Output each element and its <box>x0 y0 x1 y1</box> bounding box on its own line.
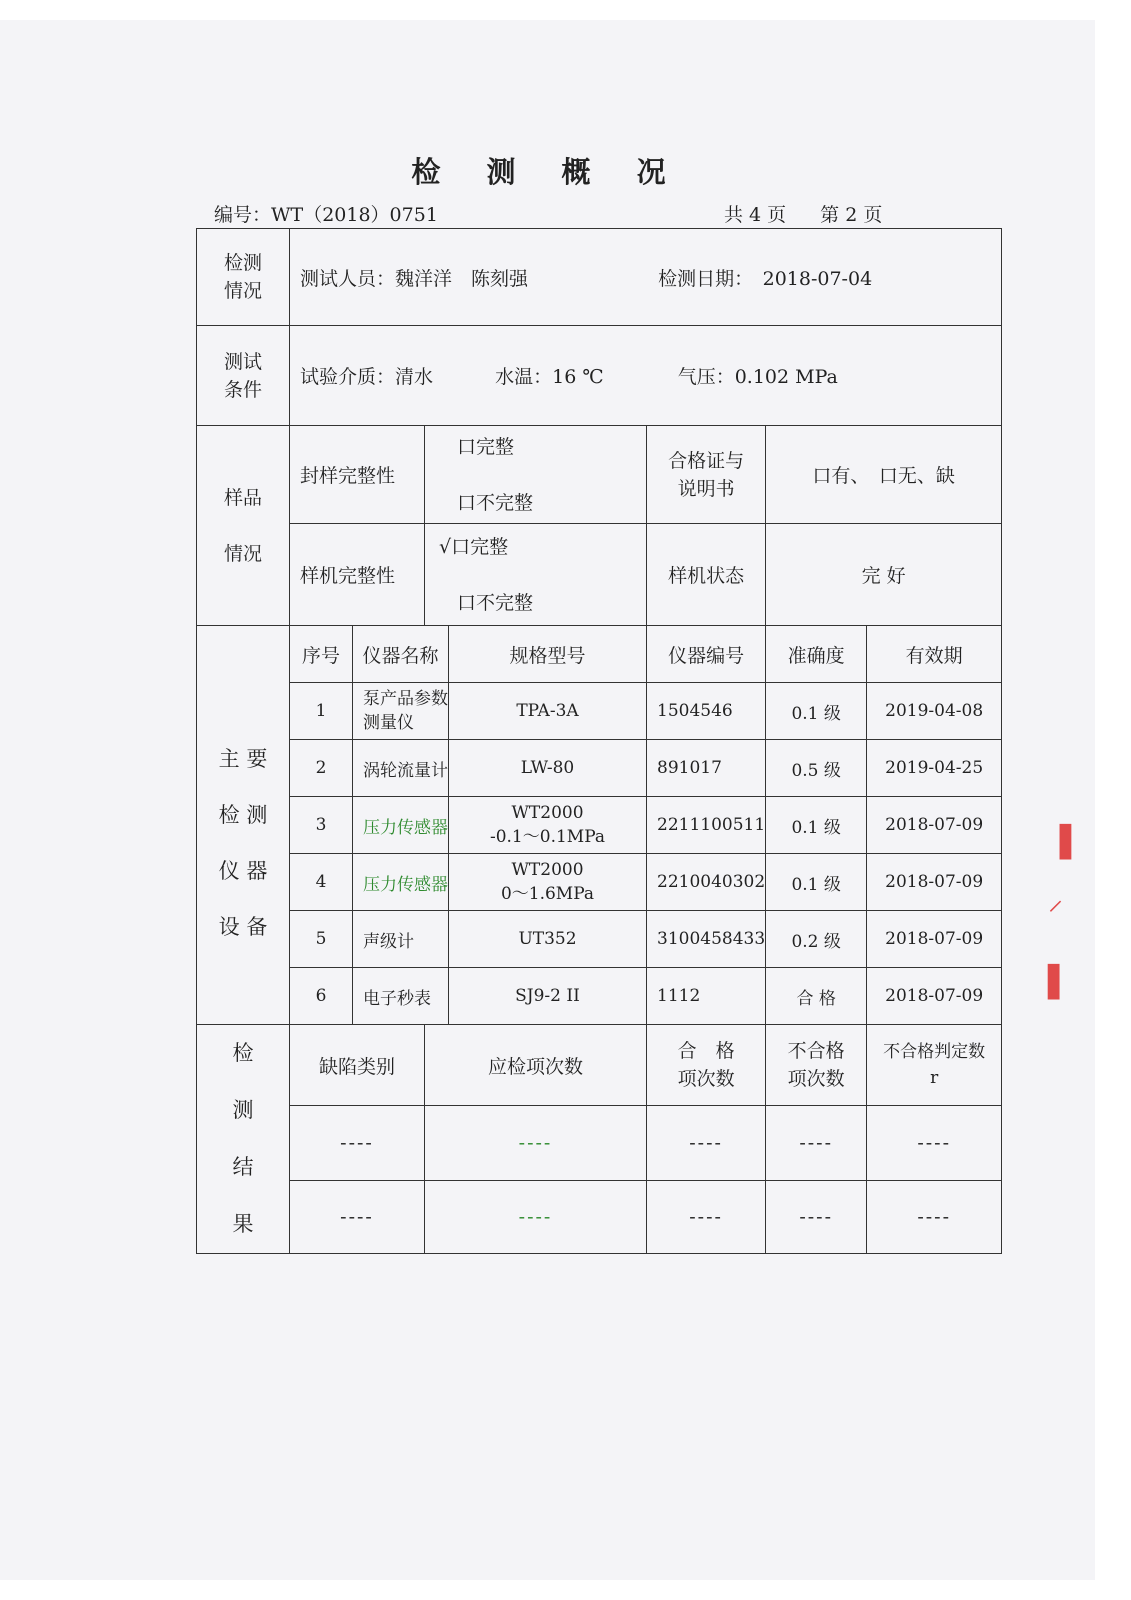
seal-integrity-label: 封样完整性 <box>290 426 425 524</box>
instrument-row <box>197 968 1002 1025</box>
instrument-no: 4 <box>290 854 353 911</box>
unit-integrity-label: 样机完整性 <box>290 524 425 626</box>
row-sample-unit <box>197 524 1002 626</box>
result-defect: ---- <box>290 1106 425 1181</box>
instrument-no: 6 <box>290 968 353 1025</box>
row-conditions <box>197 326 1002 426</box>
inspection-table <box>196 228 1002 1254</box>
col-header-id: 仪器编号 <box>647 626 766 683</box>
instrument-valid: 2019-04-25 <box>867 740 1002 797</box>
unit-integrity-options <box>425 524 647 626</box>
col-header-model: 规格型号 <box>449 626 647 683</box>
instrument-model: TPA-3A <box>449 683 647 740</box>
instrument-id: 1112 <box>647 968 766 1025</box>
result-required: ---- <box>425 1106 647 1181</box>
seal-integrity-options <box>425 426 647 524</box>
document-number: 编号：WT（2018）0751 <box>214 204 438 226</box>
instrument-row <box>197 854 1002 911</box>
page-title: 检 测 概 况 <box>411 155 684 189</box>
result-pass: ---- <box>647 1106 766 1181</box>
col-header-defect: 缺陷类别 <box>290 1025 425 1106</box>
col-header-fail: 不合格 项次数 <box>766 1025 867 1106</box>
result-fail: ---- <box>766 1181 867 1254</box>
red-seal-stamp-fragment: ▐ ⸍ ▌ <box>1048 825 1072 1000</box>
testers: 测试人员：魏洋洋 陈刻强 <box>300 267 529 290</box>
instrument-name: 声级计 <box>353 911 449 968</box>
instrument-row <box>197 797 1002 854</box>
conditions-info <box>290 326 1002 426</box>
instrument-accuracy: 0.1 级 <box>766 854 867 911</box>
instrument-accuracy: 0.1 级 <box>766 797 867 854</box>
air-pressure: 气压：0.102 MPa <box>677 366 838 388</box>
result-row <box>197 1181 1002 1254</box>
col-header-valid: 有效期 <box>867 626 1002 683</box>
instrument-id: 891017 <box>647 740 766 797</box>
water-temperature: 水温：16 ℃ <box>495 366 604 388</box>
col-header-pass: 合 格 项次数 <box>647 1025 766 1106</box>
instrument-name: 压力传感器 <box>353 797 449 854</box>
page-info <box>724 200 882 227</box>
instrument-no: 5 <box>290 911 353 968</box>
result-reject: ---- <box>867 1106 1002 1181</box>
result-pass: ---- <box>647 1181 766 1254</box>
results-header-row <box>197 1025 1002 1106</box>
instrument-row <box>197 740 1002 797</box>
instrument-id: 2210040302 <box>647 854 766 911</box>
result-reject: ---- <box>867 1181 1002 1254</box>
unit-option-incomplete: 口不完整 <box>457 591 534 614</box>
instrument-id: 3100458433 <box>647 911 766 968</box>
instrument-accuracy: 合 格 <box>766 968 867 1025</box>
inspection-info <box>290 229 1002 326</box>
instrument-no: 1 <box>290 683 353 740</box>
instrument-valid: 2019-04-08 <box>867 683 1002 740</box>
row-inspection <box>197 229 1002 326</box>
label-conditions: 测试 条件 <box>197 326 290 426</box>
instrument-model: LW-80 <box>449 740 647 797</box>
instrument-valid: 2018-07-09 <box>867 854 1002 911</box>
unit-status-value: 完 好 <box>766 524 1002 626</box>
test-medium: 试验介质：清水 <box>300 366 434 388</box>
result-required: ---- <box>425 1181 647 1254</box>
label-results: 检 测 结 果 <box>197 1025 290 1254</box>
total-pages: 共 4 页 <box>724 204 787 226</box>
col-header-required: 应检项次数 <box>425 1025 647 1106</box>
seal-option-incomplete: 口不完整 <box>457 491 534 514</box>
col-header-reject: 不合格判定数 r <box>867 1025 1002 1106</box>
instrument-accuracy: 0.5 级 <box>766 740 867 797</box>
instrument-model: SJ9-2 II <box>449 968 647 1025</box>
instruments-header-row <box>197 626 1002 683</box>
unit-option-complete: √口完整 <box>439 535 509 558</box>
instrument-row <box>197 911 1002 968</box>
result-row <box>197 1106 1002 1181</box>
instrument-id: 2211100511 <box>647 797 766 854</box>
instrument-name: 电子秒表 <box>353 968 449 1025</box>
certificate-value: 口有、 口无、缺 <box>766 426 1002 524</box>
inspection-date: 检测日期： 2018-07-04 <box>658 267 873 290</box>
unit-status-label: 样机状态 <box>647 524 766 626</box>
instrument-row <box>197 683 1002 740</box>
instrument-valid: 2018-07-09 <box>867 968 1002 1025</box>
instrument-valid: 2018-07-09 <box>867 797 1002 854</box>
instrument-name: 压力传感器 <box>353 854 449 911</box>
result-defect: ---- <box>290 1181 425 1254</box>
page-edge <box>1095 0 1131 1600</box>
label-sample: 样品 情况 <box>197 426 290 626</box>
label-instruments: 主 要 检 测 仪 器 设 备 <box>197 626 290 1025</box>
instrument-no: 3 <box>290 797 353 854</box>
instrument-model: WT2000 -0.1～0.1MPa <box>449 797 647 854</box>
seal-option-complete: 口完整 <box>457 435 515 458</box>
certificate-label: 合格证与 说明书 <box>647 426 766 524</box>
instrument-model: WT2000 0～1.6MPa <box>449 854 647 911</box>
instrument-name: 涡轮流量计 <box>353 740 449 797</box>
col-header-name: 仪器名称 <box>353 626 449 683</box>
instrument-accuracy: 0.1 级 <box>766 683 867 740</box>
instrument-no: 2 <box>290 740 353 797</box>
label-inspection: 检测 情况 <box>197 229 290 326</box>
instrument-name: 泵产品参数 测量仪 <box>353 683 449 740</box>
row-sample-seal <box>197 426 1002 524</box>
result-fail: ---- <box>766 1106 867 1181</box>
col-header-accuracy: 准确度 <box>766 626 867 683</box>
instrument-id: 1504546 <box>647 683 766 740</box>
instrument-accuracy: 0.2 级 <box>766 911 867 968</box>
instrument-valid: 2018-07-09 <box>867 911 1002 968</box>
col-header-no: 序号 <box>290 626 353 683</box>
page-number: 第 2 页 <box>820 204 883 226</box>
instrument-model: UT352 <box>449 911 647 968</box>
